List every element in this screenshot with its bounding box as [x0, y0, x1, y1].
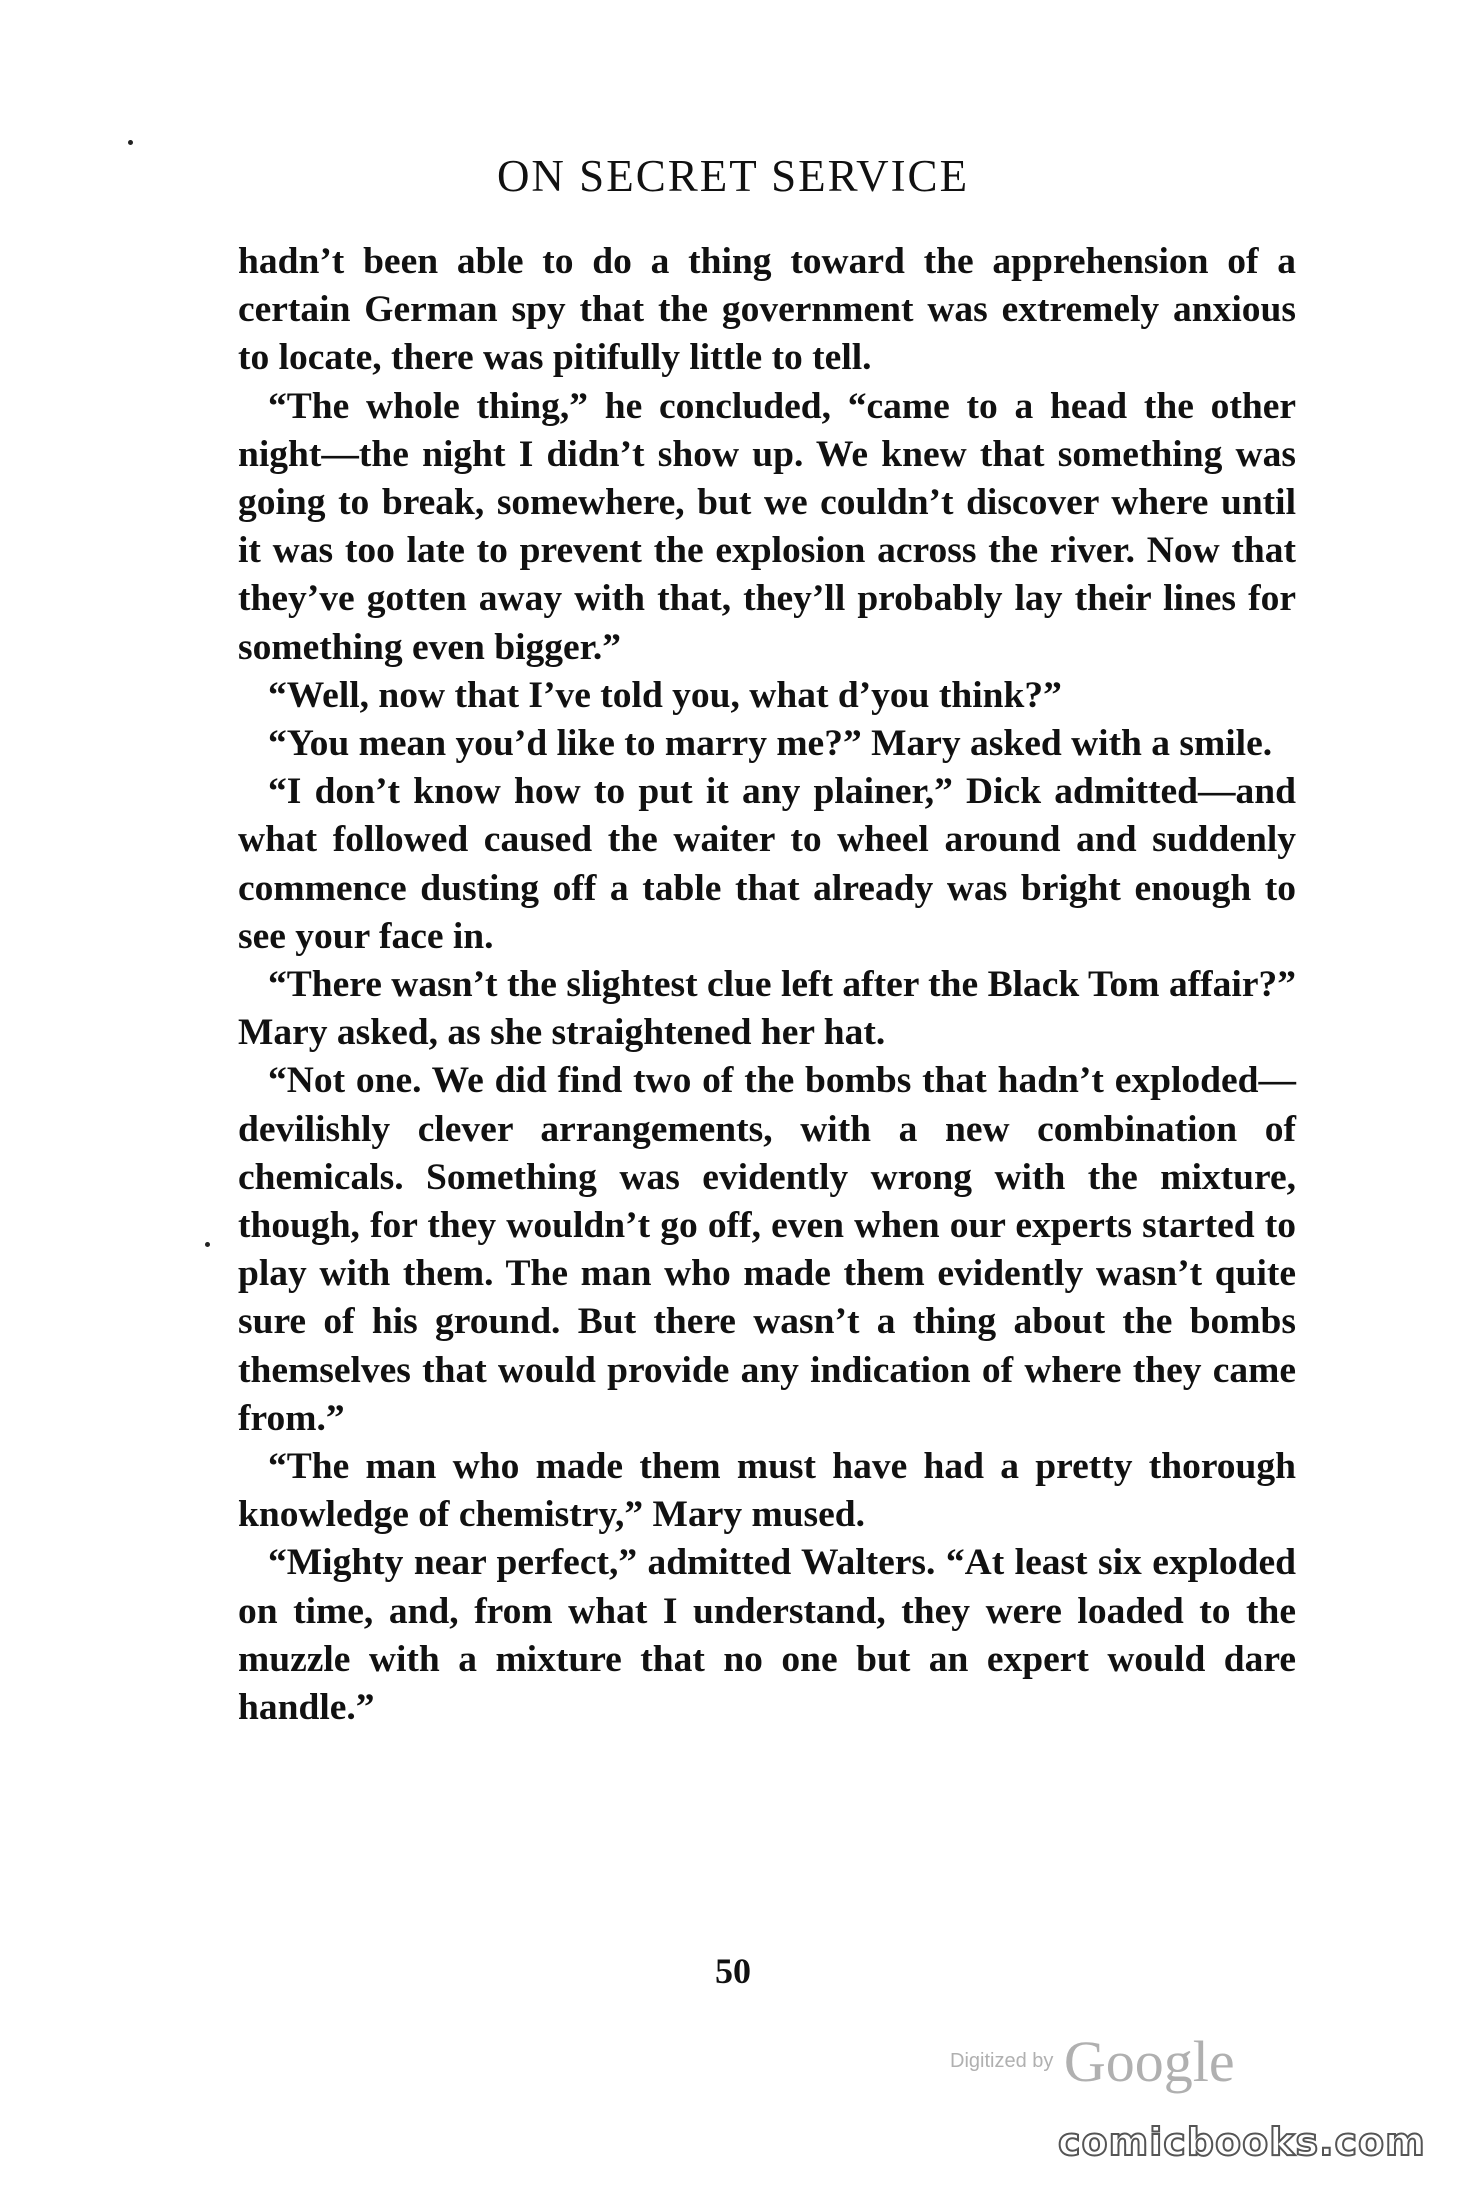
paragraph: hadn’t been able to do a thing toward the apprehension of a certain German spy that the government was extremely anxious to locate, there was pitifully little to tell.: [238, 241, 1296, 379]
paragraph: “You mean you’d like to marry me?” Mary asked with a smile.: [268, 723, 1273, 765]
paragraph: “I don’t know how to put it any plainer,” Dick admitted—and what followed caused the waiter to wheel around and suddenly commence dusting off a table that already was bright enough to see your face in.: [238, 771, 1296, 957]
running-head: ON SECRET SERVICE: [496, 151, 970, 201]
print-speck: [128, 140, 133, 145]
paragraph: “Not one. We did find two of the bombs that hadn’t exploded—devilishly clever arrangements, with a new combination of chemicals. Something was evidently wrong with the mixture, though, for they wouldn’t go off, even when our experts started to play with them. The man who made them evidently wasn’t quite sure of his ground. But there wasn’t a thing about the bombs themselves that would provide any indication of where they came from.”: [238, 1060, 1296, 1439]
print-speck: [205, 1242, 210, 1247]
paragraph: “The whole thing,” he concluded, “came to a head the other night—the night I didn’t show up. We knew that something was going to break, somewhere, but we couldn’t discover where until it was too late to prevent the explosion across the river. Now that they’ve gotten away with that, they’ll probably lay their lines for something even bigger.”: [238, 385, 1296, 668]
paragraph: “The man who made them must have had a pretty thorough knowledge of chemistry,” Mary mused.: [238, 1446, 1296, 1536]
digitized-label: Digitized by: [950, 2050, 1054, 2072]
page-number: 50: [715, 1951, 751, 1991]
site-watermark: comicbooks.com: [1058, 2120, 1426, 2164]
paragraph: “There wasn’t the slightest clue left after the Black Tom affair?” Mary asked, as she straightened her hat.: [238, 964, 1296, 1054]
body-text: [238, 238, 1296, 1732]
paragraph: “Well, now that I’ve told you, what d’you think?”: [268, 674, 1062, 716]
paragraph: “Mighty near perfect,” admitted Walters. “At least six exploded on time, and, from what I understand, they were loaded to the muzzle with a mixture that no one but an expert would dare handle.”: [238, 1542, 1296, 1729]
google-logo: Google: [1063, 2029, 1235, 2094]
digitized-by-mark: [950, 2028, 1235, 2095]
